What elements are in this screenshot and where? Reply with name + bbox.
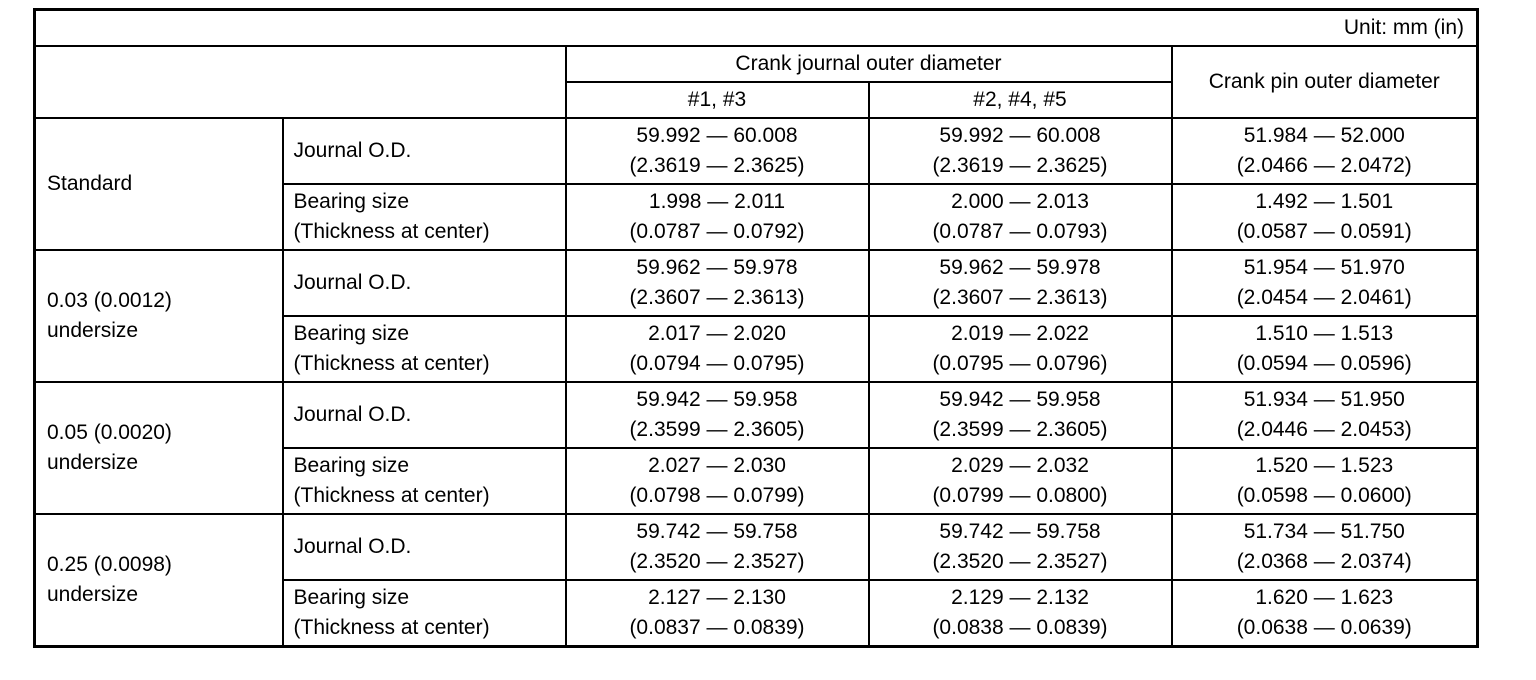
journal-13-value-cell [566,250,869,316]
header-journal-col2: #2, #4, #5 [869,82,1172,118]
header-journal-col1: #1, #3 [566,82,869,118]
journal-13-value: 2.127 — 2.130 [648,586,786,609]
journal-245-value-cell [869,514,1172,580]
header-row-top [35,46,1478,82]
pin-value-cell [1172,448,1478,514]
pin-value: 1.510 — 1.513 [1255,322,1394,345]
item-label: Bearing size [293,322,410,345]
item-label: Bearing size [293,454,410,477]
pin-value-cell [1172,316,1478,382]
journal-13-value: (0.0794 — 0.0795) [629,352,805,375]
item-cell [283,580,566,647]
pin-value: 51.934 — 51.950 [1243,388,1405,411]
header-journal-group: Crank journal outer diameter [566,46,1172,82]
journal-245-value: 2.000 — 2.013 [951,190,1089,213]
journal-245-value: 59.992 — 60.008 [939,124,1101,147]
journal-245-value: (0.0838 — 0.0839) [932,616,1108,639]
journal-245-value-cell [869,316,1172,382]
journal-13-value-cell [566,382,869,448]
journal-245-value: (0.0799 — 0.0800) [932,484,1108,507]
journal-13-value-cell [566,580,869,647]
pin-value: 1.620 — 1.623 [1255,586,1394,609]
pin-value-cell [1172,184,1478,250]
size-class-cell [35,514,283,647]
pin-value: 1.492 — 1.501 [1255,190,1394,213]
journal-13-value-cell [566,118,869,184]
item-cell [283,382,566,448]
journal-13-value-cell [566,316,869,382]
item-cell [283,316,566,382]
pin-value: (0.0598 — 0.0600) [1236,484,1412,507]
journal-245-value: 59.942 — 59.958 [939,388,1101,411]
journal-13-value: 2.017 — 2.020 [648,322,786,345]
unit-label: Unit: mm (in) [35,10,1478,47]
pin-value: 51.984 — 52.000 [1243,124,1405,147]
journal-13-value: 59.992 — 60.008 [636,124,798,147]
pin-value: (2.0466 — 2.0472) [1236,154,1412,177]
header-blank-cell [35,46,566,118]
pin-value-cell [1172,382,1478,448]
item-label: Bearing size [293,586,410,609]
table-row [35,118,1478,184]
journal-13-value: (0.0837 — 0.0839) [629,616,805,639]
table-row [35,250,1478,316]
size-class-label: 0.25 (0.0098) [47,553,172,576]
item-cell [283,514,566,580]
journal-13-value: (2.3599 — 2.3605) [629,418,805,441]
size-class-label: undersize [47,451,139,474]
journal-245-value: (0.0795 — 0.0796) [932,352,1108,375]
journal-245-value-cell [869,580,1172,647]
journal-13-value: 59.962 — 59.978 [636,256,798,279]
pin-value: (0.0594 — 0.0596) [1236,352,1412,375]
table-row [35,514,1478,580]
journal-13-value: 59.942 — 59.958 [636,388,798,411]
journal-13-value: 2.027 — 2.030 [648,454,786,477]
item-label: Journal O.D. [293,535,412,558]
item-cell [283,448,566,514]
size-class-label: undersize [47,319,139,342]
journal-245-value: 59.962 — 59.978 [939,256,1101,279]
journal-245-value: 2.029 — 2.032 [951,454,1089,477]
journal-13-value: (2.3520 — 2.3527) [629,550,805,573]
journal-13-value-cell [566,448,869,514]
item-cell [283,250,566,316]
size-class-cell [35,250,283,382]
item-cell [283,118,566,184]
journal-13-value: 1.998 — 2.011 [648,190,786,213]
crankshaft-spec-table [33,8,1479,648]
journal-13-value: 59.742 — 59.758 [636,520,798,543]
size-class-cell [35,382,283,514]
journal-13-value: (2.3619 — 2.3625) [629,154,805,177]
journal-245-value-cell [869,448,1172,514]
item-label: (Thickness at center) [293,616,490,639]
journal-13-value: (0.0798 — 0.0799) [629,484,805,507]
journal-245-value: 2.019 — 2.022 [951,322,1089,345]
journal-245-value: (2.3599 — 2.3605) [932,418,1108,441]
table-row [35,382,1478,448]
pin-value: 51.954 — 51.970 [1243,256,1405,279]
unit-row [35,10,1478,47]
item-label: Journal O.D. [293,271,412,294]
journal-245-value: (0.0787 — 0.0793) [932,220,1108,243]
item-label: (Thickness at center) [293,352,490,375]
journal-245-value-cell [869,382,1172,448]
pin-value: (2.0368 — 2.0374) [1236,550,1412,573]
pin-value-cell [1172,580,1478,647]
item-label: Bearing size [293,190,410,213]
size-class-cell [35,118,283,250]
journal-245-value: 2.129 — 2.132 [951,586,1089,609]
journal-245-value: (2.3520 — 2.3527) [932,550,1108,573]
journal-245-value-cell [869,250,1172,316]
item-cell [283,184,566,250]
item-label: Journal O.D. [293,403,412,426]
pin-value: 51.734 — 51.750 [1243,520,1405,543]
size-class-label: Standard [47,172,133,195]
item-label: Journal O.D. [293,139,412,162]
pin-value: (2.0446 — 2.0453) [1236,418,1412,441]
item-label: (Thickness at center) [293,220,490,243]
pin-value: (0.0587 — 0.0591) [1236,220,1412,243]
pin-value: (0.0638 — 0.0639) [1236,616,1412,639]
size-class-label: undersize [47,583,139,606]
header-pin: Crank pin outer diameter [1172,46,1478,118]
size-class-label: 0.03 (0.0012) [47,289,172,312]
pin-value-cell [1172,118,1478,184]
size-class-label: 0.05 (0.0020) [47,421,172,444]
journal-245-value-cell [869,184,1172,250]
journal-245-value: (2.3619 — 2.3625) [932,154,1108,177]
journal-13-value: (0.0787 — 0.0792) [629,220,805,243]
journal-245-value-cell [869,118,1172,184]
journal-13-value-cell [566,514,869,580]
pin-value-cell [1172,250,1478,316]
pin-value-cell [1172,514,1478,580]
journal-13-value-cell [566,184,869,250]
journal-13-value: (2.3607 — 2.3613) [629,286,805,309]
journal-245-value: (2.3607 — 2.3613) [932,286,1108,309]
pin-value: 1.520 — 1.523 [1255,454,1394,477]
pin-value: (2.0454 — 2.0461) [1236,286,1412,309]
item-label: (Thickness at center) [293,484,490,507]
journal-245-value: 59.742 — 59.758 [939,520,1101,543]
